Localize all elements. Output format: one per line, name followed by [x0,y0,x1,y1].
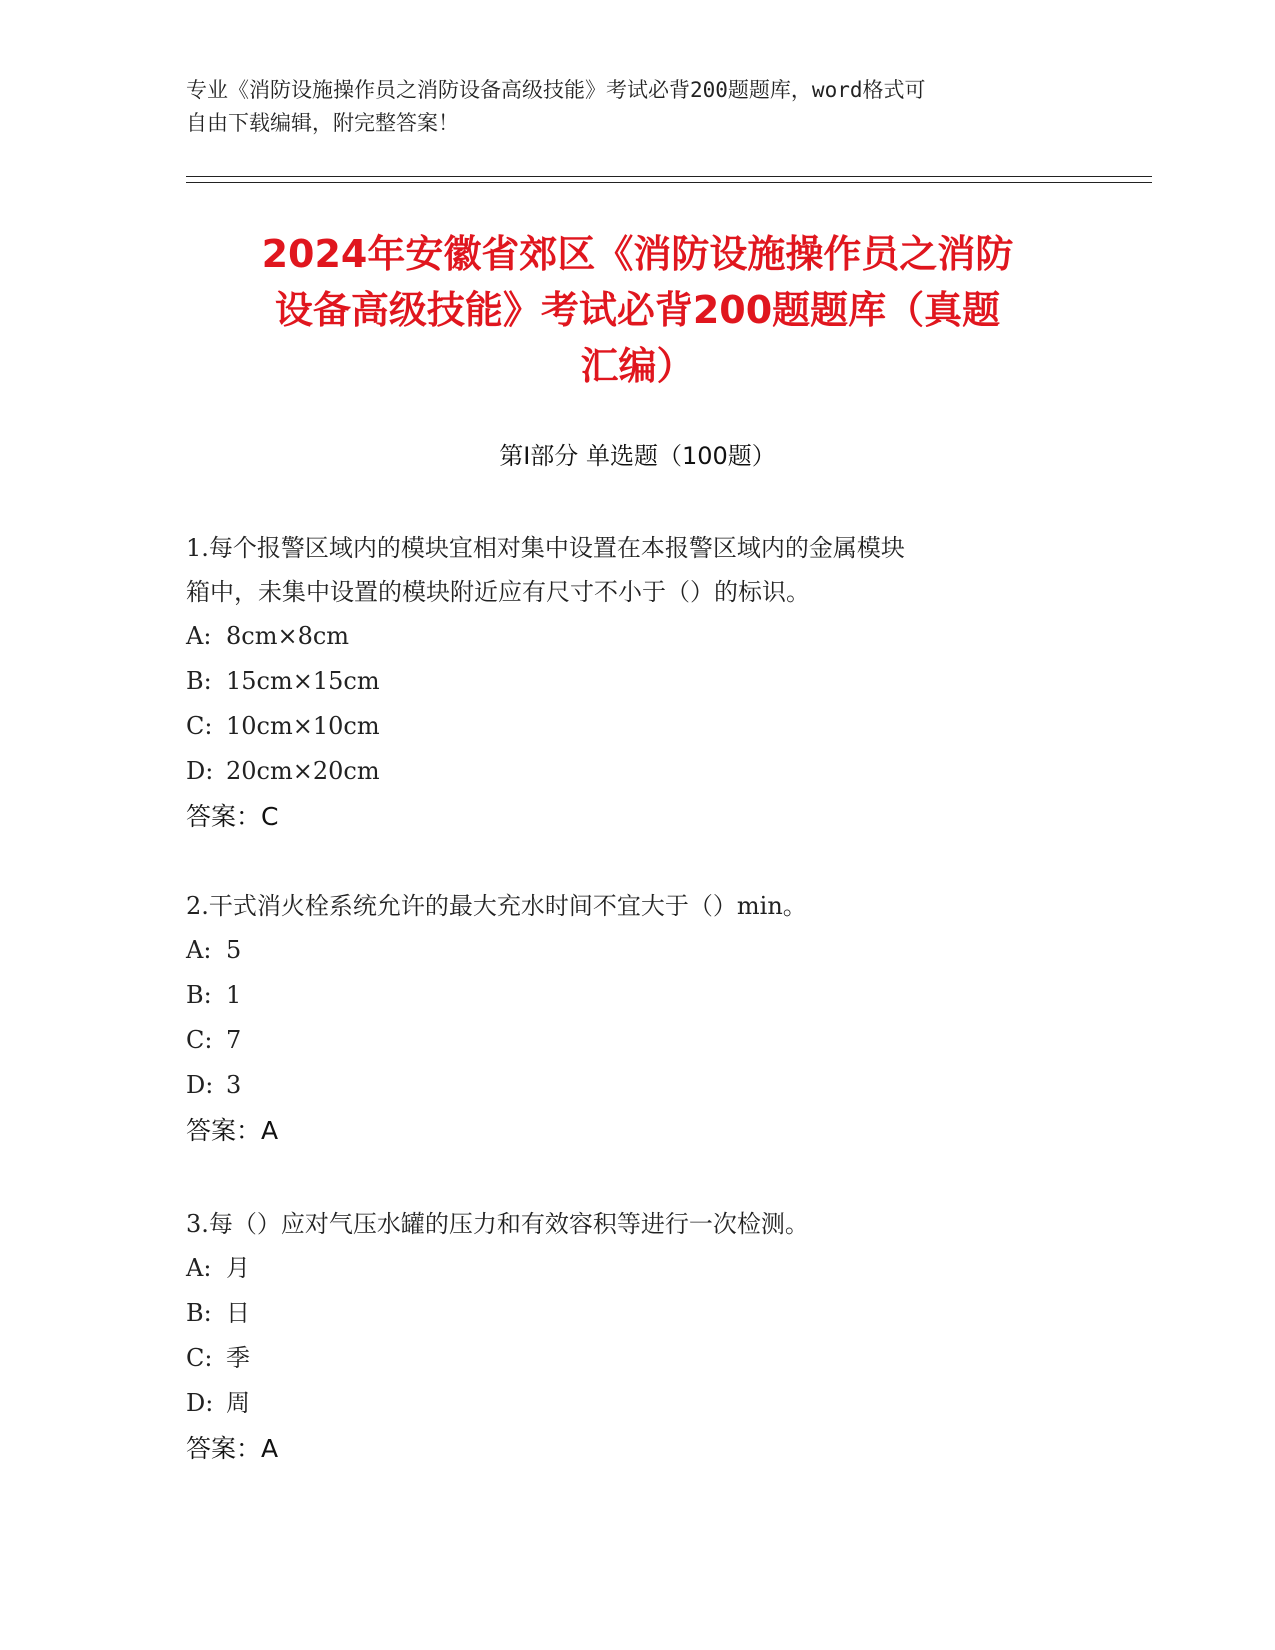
answer-value: C [261,802,279,831]
option-c [186,1018,1086,1063]
option-text: 3 [226,1071,242,1099]
header-note-line-1: 专业《消防设施操作员之消防设备高级技能》考试必背200题题库，word格式可 [186,78,926,102]
option-letter: C: [186,1026,213,1054]
question-stem [186,1202,1086,1246]
question-stem-line: 2.干式消火栓系统允许的最大充水时间不宜大于（）min。 [186,892,807,920]
question-3 [186,1202,1086,1472]
header-note [186,74,1086,140]
option-letter: D: [186,757,214,785]
option-text: 5 [226,936,242,964]
option-text: 15cm×15cm [226,667,380,695]
option-letter: B: [186,1299,212,1327]
answer-value: A [261,1116,279,1145]
option-letter: A: [186,936,212,964]
answer-line [186,1108,1086,1154]
option-text: 季 [226,1344,250,1372]
option-c [186,704,1086,749]
option-text: 8cm×8cm [226,622,350,650]
option-text: 1 [226,981,242,1009]
header-divider-top [186,176,1152,177]
option-letter: C: [186,1344,213,1372]
option-letter: D: [186,1071,214,1099]
option-a [186,614,1086,659]
option-a [186,1246,1086,1291]
option-letter: A: [186,622,212,650]
question-stem-line: 箱中，未集中设置的模块附近应有尺寸不小于（）的标识。 [186,578,810,606]
option-b [186,659,1086,704]
answer-label: 答案： [186,1434,262,1463]
header-divider-bottom [186,182,1152,183]
document-title-line-2: 设备高级技能》考试必背200题题库（真题 [274,288,1001,332]
question-stem [186,526,1086,614]
question-2 [186,884,1086,1154]
answer-line [186,1426,1086,1472]
option-letter: D: [186,1389,214,1417]
document-title-line-3: 汇编） [580,344,695,388]
section-title: 第I部分 单选题（100题） [499,442,776,470]
question-stem-line: 1.每个报警区域内的模块宜相对集中设置在本报警区域内的金属模块 [186,534,905,562]
option-letter: C: [186,712,213,740]
option-c [186,1336,1086,1381]
option-b [186,973,1086,1018]
answer-label: 答案： [186,802,262,831]
answer-value: A [261,1434,279,1463]
question-stem [186,884,1086,928]
option-d [186,749,1086,794]
header-note-line-2: 自由下载编辑，附完整答案！ [186,111,459,135]
document-title-line-1: 2024年安徽省郊区《消防设施操作员之消防 [261,232,1014,276]
question-stem-line: 3.每（）应对气压水罐的压力和有效容积等进行一次检测。 [186,1210,809,1238]
option-d [186,1381,1086,1426]
option-text: 10cm×10cm [226,712,380,740]
answer-label: 答案： [186,1116,262,1145]
option-text: 周 [226,1389,250,1417]
option-letter: B: [186,667,212,695]
document-title [140,226,1135,394]
option-a [186,928,1086,973]
option-text: 20cm×20cm [226,757,380,785]
answer-line [186,794,1086,840]
option-text: 日 [226,1299,250,1327]
option-d [186,1063,1086,1108]
option-letter: B: [186,981,212,1009]
option-letter: A: [186,1254,212,1282]
option-text: 月 [226,1254,250,1282]
question-1 [186,526,1086,840]
option-text: 7 [226,1026,242,1054]
option-b [186,1291,1086,1336]
